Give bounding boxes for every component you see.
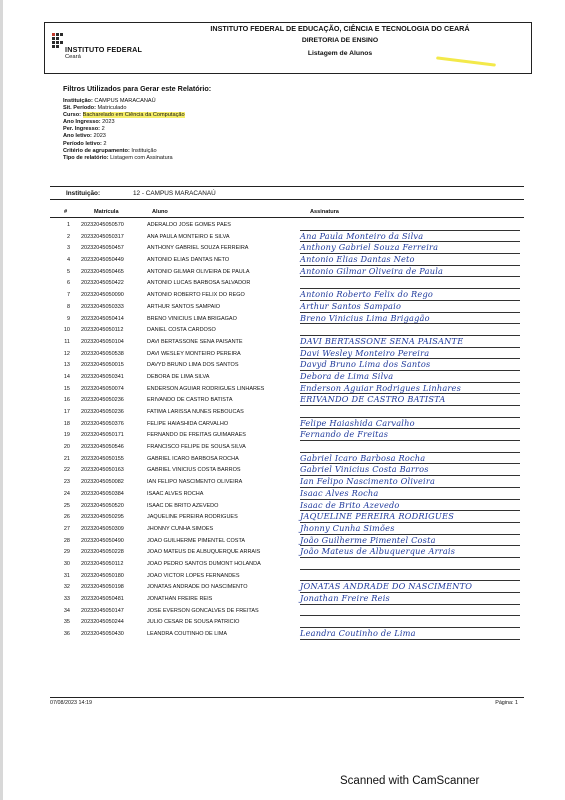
camscanner-watermark: Scanned with CamScanner — [340, 775, 480, 787]
table-row — [50, 547, 524, 559]
row-signature: Antonio Gilmar Oliveira de Paula — [300, 265, 444, 276]
row-number: 30 — [63, 560, 70, 567]
filters-heading: Filtros Utilizados para Gerar este Relatório: — [63, 84, 212, 93]
signature-line — [300, 405, 520, 406]
filter-label: Período letivo: — [63, 140, 102, 147]
col-matricula: Matrícula — [94, 209, 119, 215]
filter-label: Per. Ingresso: — [63, 126, 100, 133]
footer — [50, 697, 524, 706]
row-signature: JONATAS ANDRADE DO NASCIMENTO — [300, 581, 473, 592]
footer-page: Página: 1 — [495, 700, 518, 706]
row-number: 35 — [63, 619, 70, 626]
filter-value: Bacharelado em Ciência da Computação — [82, 112, 185, 119]
row-number: 22 — [63, 467, 70, 474]
row-matricula: 20232045050236 — [81, 409, 124, 415]
row-matricula: 20232045050171 — [81, 432, 124, 439]
col-assinatura: Assinatura — [310, 209, 339, 215]
row-student-name: JOAO MATEUS DE ALBUQUERQUE ARRAIS — [147, 549, 261, 556]
row-matricula: 20232045050341 — [81, 373, 124, 380]
row-student-name: GABRIEL VINICIUS COSTA BARROS — [147, 467, 241, 474]
row-signature: Isaac Alves Rocha — [300, 487, 379, 498]
filter-value: 2023 — [93, 133, 106, 140]
row-student-name: ISAAC ALVES ROCHA — [147, 490, 204, 497]
row-student-name: JONATAS ANDRADE DO NASCIMENTO — [147, 584, 248, 591]
row-signature: Jhonny Cunha Simões — [300, 522, 395, 533]
table-row — [50, 314, 524, 326]
filter-line — [63, 148, 185, 155]
row-signature: ERIVANDO DE CASTRO BATISTA — [300, 394, 446, 405]
row-matricula: 20232045050112 — [81, 560, 124, 567]
table-row — [50, 512, 524, 524]
row-number: 27 — [63, 525, 70, 532]
filter-label: Curso: — [63, 112, 82, 119]
row-number: 5 — [66, 268, 70, 275]
col-aluno: Aluno — [152, 209, 168, 215]
row-student-name: FELIPE HAIASHIDA CARVALHO — [147, 420, 229, 427]
filter-label: Ano letivo: — [63, 133, 92, 140]
row-matricula: 20232045050546 — [81, 444, 124, 451]
table-row — [50, 629, 524, 641]
filter-value: 2023 — [102, 119, 115, 126]
row-signature: Arthur Santos Sampaio — [300, 300, 402, 311]
table-row — [50, 267, 524, 279]
table-row — [50, 302, 524, 314]
row-number: 23 — [63, 479, 70, 486]
row-matricula: 20232045050155 — [81, 455, 124, 462]
filter-line — [63, 126, 185, 133]
row-matricula: 20232045050449 — [81, 257, 124, 264]
row-matricula: 20232045050376 — [81, 420, 124, 427]
row-number: 14 — [63, 373, 70, 380]
row-number: 25 — [63, 502, 70, 509]
row-student-name: ANA PAULA MONTEIRO E SILVA — [147, 233, 230, 240]
institution-value: 12 - CAMPUS MARACANAÚ — [133, 190, 216, 197]
table-header — [50, 208, 524, 218]
signature-line — [300, 557, 520, 558]
row-student-name: JOAO VICTOR LOPES FERNANDES — [147, 572, 240, 579]
table-row — [50, 360, 524, 372]
row-number: 29 — [63, 549, 70, 556]
filter-line — [63, 112, 185, 119]
table-row — [50, 243, 524, 255]
row-signature: João Mateus de Albuquerque Arrais — [300, 546, 456, 557]
filter-value: CAMPUS MARACANAÚ — [94, 98, 156, 104]
row-matricula: 20232045050490 — [81, 537, 124, 544]
row-student-name: JOAO GUILHERME PIMENTEL COSTA — [147, 537, 246, 544]
row-number: 1 — [66, 222, 70, 228]
filter-value: Matriculado — [97, 105, 127, 112]
row-signature: Debora de Lima Silva — [300, 370, 394, 381]
row-number: 3 — [66, 245, 70, 252]
signature-line — [300, 440, 520, 441]
row-number: 21 — [63, 455, 70, 462]
row-matricula: 20232045050163 — [81, 467, 124, 474]
row-signature: Antonio Roberto Felix do Rego — [300, 289, 434, 300]
row-matricula: 20232045050082 — [81, 479, 124, 486]
row-matricula: 20232045050104 — [81, 338, 124, 345]
row-signature: Anthony Gabriel Souza Ferreira — [300, 242, 439, 253]
row-number: 28 — [63, 537, 70, 544]
table-row — [50, 617, 524, 629]
table-row — [50, 489, 524, 501]
row-student-name: DANIEL COSTA CARDOSO — [147, 327, 216, 334]
row-student-name: DAVI WESLEY MONTEIRO PEREIRA — [147, 350, 241, 357]
row-student-name: FERNANDO DE FREITAS GUIMARAES — [147, 432, 246, 439]
row-student-name: ARTHUR SANTOS SAMPAIO — [147, 303, 221, 310]
row-number: 4 — [66, 257, 70, 264]
filter-line — [63, 105, 185, 112]
row-number: 19 — [63, 432, 70, 439]
filter-value: Instituição — [131, 147, 157, 154]
row-matricula: 20232045050430 — [81, 631, 124, 638]
row-matricula: 20232045050333 — [81, 303, 124, 310]
row-signature: Leandra Coutinho de Lima — [300, 628, 416, 639]
row-student-name: LEANDRA COUTINHO DE LIMA — [147, 631, 228, 638]
row-student-name: JULIO CESAR DE SOUSA PATRICIO — [147, 619, 240, 626]
table-row — [50, 454, 524, 466]
row-student-name: DEBORA DE LIMA SILVA — [147, 373, 210, 380]
row-number: 2 — [66, 233, 70, 240]
table-row — [50, 220, 524, 232]
row-signature: Gabriel Icaro Barbosa Rocha — [300, 452, 426, 463]
row-matricula: 20232045050570 — [81, 222, 124, 228]
row-matricula: 20232045050457 — [81, 245, 124, 252]
row-matricula: 20232045050317 — [81, 233, 124, 240]
row-matricula: 20232045050074 — [81, 385, 124, 392]
table-row — [50, 465, 524, 477]
row-matricula: 20232045050309 — [81, 525, 124, 532]
filter-value: 2 — [103, 140, 107, 147]
row-student-name: ADERALDO JOSE GOMES PAES — [147, 222, 231, 228]
row-matricula: 20232045050198 — [81, 584, 124, 591]
row-student-name: BRENO VINICIUS LIMA BRIGAGAO — [147, 315, 237, 322]
row-number: 7 — [66, 292, 70, 299]
row-number: 9 — [66, 315, 70, 322]
row-number: 16 — [63, 397, 70, 404]
brand-name: INSTITUTO FEDERAL — [65, 45, 143, 54]
row-student-name: DAVI BERTASSONE SENA PAISANTE — [147, 338, 243, 345]
row-signature: Ian Felipo Nascimento Oliveira — [300, 476, 436, 487]
row-matricula: 20232045050384 — [81, 490, 124, 497]
report-title: Listagem de Alunos — [307, 50, 373, 57]
row-signature: JAQUELINE PEREIRA RODRIGUES — [300, 511, 455, 522]
row-matricula: 20232045050090 — [81, 292, 124, 299]
signature-line — [300, 276, 520, 277]
row-number: 8 — [66, 303, 70, 310]
signature-line — [300, 604, 520, 605]
row-student-name: ENDERSON AGUIAR RODRIGUES LINHARES — [147, 385, 265, 392]
row-number: 6 — [66, 280, 70, 287]
row-number: 15 — [63, 385, 70, 392]
table-row — [50, 337, 524, 349]
table-row — [50, 395, 524, 407]
table-row — [50, 559, 524, 571]
row-student-name: ISAAC DE BRITO AZEVEDO — [147, 502, 219, 509]
institution-title: INSTITUTO FEDERAL DE EDUCAÇÃO, CIÊNCIA E TECNOLOGIA DO CEARÁ — [210, 24, 470, 33]
row-matricula: 20232045050244 — [81, 619, 124, 626]
filter-label: Critério de agrupamento: — [63, 147, 130, 154]
row-number: 36 — [63, 631, 70, 638]
row-student-name: ANTONIO ELIAS DANTAS NETO — [147, 257, 230, 264]
filter-line — [63, 133, 185, 140]
row-number: 34 — [63, 607, 70, 614]
row-matricula: 20232045050414 — [81, 315, 124, 322]
signature-line — [300, 639, 520, 640]
row-student-name: ANTONIO LUCAS BARBOSA SALVADOR — [147, 280, 251, 287]
row-student-name: ERIVANDO DE CASTRO BATISTA — [147, 397, 233, 404]
row-signature: Jonathan Freire Reis — [300, 593, 390, 603]
directorate-title: DIRETORIA DE ENSINO — [301, 37, 379, 44]
row-student-name: JOSE EVERSON GONCALVES DE FREITAS — [147, 607, 259, 614]
row-student-name: IAN FELIPO NASCIMENTO OLIVEIRA — [147, 479, 243, 486]
row-number: 10 — [63, 327, 70, 334]
table-row — [50, 606, 524, 618]
row-number: 13 — [63, 362, 70, 369]
table-row — [50, 419, 524, 431]
row-signature: Ana Paula Monteiro da Silva — [300, 230, 424, 241]
row-student-name: JONATHAN FREIRE REIS — [147, 596, 213, 602]
row-student-name: ANTONIO ROBERTO FELIX DO REGO — [147, 292, 245, 299]
table-row — [50, 524, 524, 536]
filter-line — [63, 141, 185, 148]
table-row — [50, 477, 524, 489]
row-matricula: 20232045050228 — [81, 549, 124, 556]
brand-state: Ceará — [65, 54, 81, 60]
table-row — [50, 232, 524, 244]
footer-date: 07/08/2023 14:19 — [50, 700, 92, 706]
row-student-name: JOAO PEDRO SANTOS DUMONT HOLANDA — [147, 560, 261, 567]
row-number: 12 — [63, 350, 70, 357]
row-number: 20 — [63, 444, 70, 451]
row-matricula: 20232045050520 — [81, 502, 124, 509]
row-student-name: JHONNY CUNHA SIMOES — [147, 525, 214, 532]
filter-line — [63, 119, 185, 126]
row-matricula: 20232045050236 — [81, 397, 124, 404]
filter-value: 2 — [101, 126, 105, 133]
table-row — [50, 442, 524, 454]
row-matricula: 20232045050465 — [81, 268, 124, 275]
row-student-name: ANTONIO GILMAR OLIVEIRA DE PAULA — [147, 268, 250, 275]
table-row — [50, 255, 524, 267]
filter-value: Listagem com Assinatura — [110, 154, 173, 161]
signature-line — [300, 323, 520, 324]
row-student-name: FRANCISCO FELIPE DE SOUSA SILVA — [147, 444, 246, 451]
row-number: 26 — [63, 514, 70, 521]
row-number: 11 — [64, 338, 70, 345]
row-student-name: DAVYD BRUNO LIMA DOS SANTOS — [147, 362, 239, 369]
row-signature: Isaac de Brito Azevedo — [300, 499, 400, 510]
row-matricula: 20232045050422 — [81, 280, 124, 287]
row-number: 31 — [63, 572, 70, 579]
filter-line — [63, 98, 185, 105]
table-row — [50, 384, 524, 396]
filter-label: Ano Ingresso: — [63, 119, 101, 126]
row-matricula: 20232045050295 — [81, 514, 124, 521]
table-row — [50, 290, 524, 302]
col-number: # — [64, 209, 68, 215]
row-signature: DAVI BERTASSONE SENA PAISANTE — [300, 335, 464, 346]
signature-line — [300, 569, 520, 570]
row-signature: João Guilherme Pimentel Costa — [300, 534, 436, 545]
filters-list — [63, 98, 185, 162]
filter-line — [63, 155, 185, 162]
signature-line — [300, 615, 520, 616]
row-signature: Davyd Bruno Lima dos Santos — [300, 359, 431, 370]
filter-label: Sit. Período: — [63, 105, 96, 112]
row-signature: Gabriel Vinicius Costa Barros — [300, 464, 429, 475]
row-number: 33 — [63, 596, 70, 602]
row-number: 18 — [63, 420, 70, 427]
table-row — [50, 430, 524, 442]
row-signature: Davi Wesley Monteiro Pereira — [300, 347, 430, 358]
if-logo-icon — [52, 33, 62, 55]
row-number: 24 — [63, 490, 70, 497]
institution-bar — [50, 186, 524, 200]
row-student-name: JAQUELINE PEREIRA RODRIGUES — [147, 514, 238, 521]
row-signature: Enderson Aguiar Rodrigues Linhares — [300, 382, 461, 393]
table-row — [50, 407, 524, 419]
table-row — [50, 278, 524, 290]
row-student-name: GABRIEL ICARO BARBOSA ROCHA — [147, 455, 239, 462]
row-number: 32 — [63, 584, 70, 591]
row-matricula: 20232045050015 — [81, 362, 124, 369]
row-student-name: ANTHONY GABRIEL SOUZA FERREIRA — [147, 245, 249, 252]
row-student-name: FATIMA LARISSA NUNES REBOUCAS — [147, 409, 244, 415]
filter-label: Tipo de relatório: — [63, 154, 109, 161]
row-signature: Felipe Haiashida Carvalho — [300, 417, 415, 428]
row-matricula: 20232045050180 — [81, 572, 124, 579]
table-row — [50, 594, 524, 606]
row-matricula: 20232045050147 — [81, 607, 124, 614]
row-signature: Antonio Elias Dantas Neto — [300, 254, 415, 265]
binder-edge — [0, 0, 3, 800]
row-number: 17 — [63, 409, 70, 415]
institution-label: Instituição: — [66, 190, 101, 197]
row-signature: Fernando de Freitas — [300, 429, 389, 440]
table-row — [50, 582, 524, 594]
row-matricula: 20232045050112 — [81, 327, 124, 334]
filter-label: Instituição: — [63, 98, 93, 104]
table-row — [50, 349, 524, 361]
row-matricula: 20232045050481 — [81, 596, 124, 602]
row-matricula: 20232045050538 — [81, 350, 124, 357]
student-table — [50, 220, 524, 641]
row-signature: Breno Vinicius Lima Brigagão — [300, 312, 430, 323]
